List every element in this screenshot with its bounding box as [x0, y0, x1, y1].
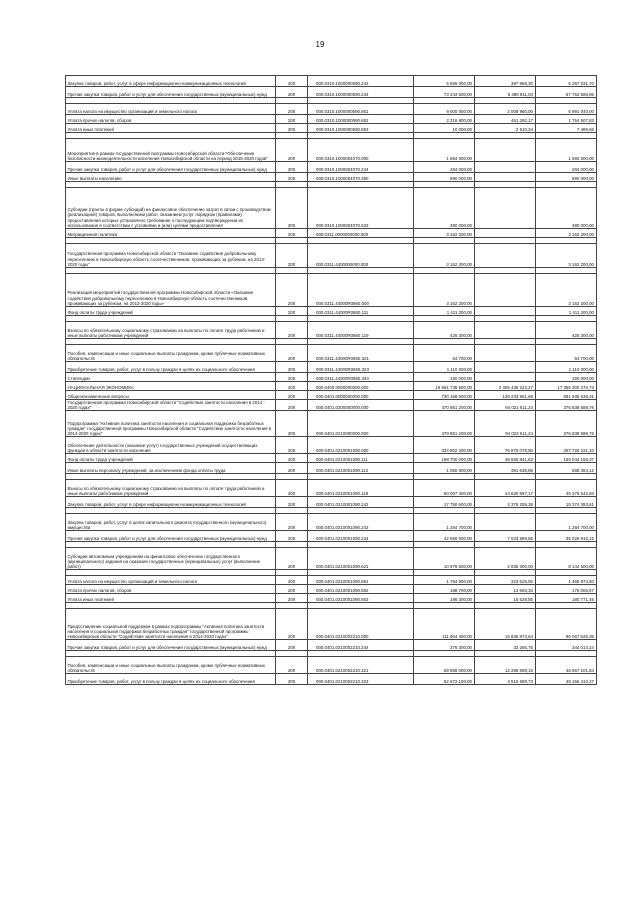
row-remaining: 658 364,12	[535, 463, 596, 474]
row-approved: 9 000 000,00	[413, 104, 474, 115]
row-name: Пособия, компенсации и иные социальные выплаты гражданам, кроме публичных нормативных обязательств	[66, 345, 276, 362]
row-admin-code: 200	[276, 576, 308, 585]
row-budget-code: 000.0310.1000000590.851	[308, 104, 414, 115]
row-budget-code: 000.0310.1000000590.244	[308, 87, 414, 98]
row-admin-code: 200	[276, 76, 308, 87]
row-approved: 73 243 500,00	[413, 87, 474, 98]
row-admin-code: 200	[276, 674, 308, 685]
table-row	[66, 307, 597, 316]
row-executed: 7 633 689,85	[474, 531, 535, 542]
row-approved: 111 904 400,00	[413, 609, 474, 640]
row-admin-code: 200	[276, 391, 308, 400]
row-budget-code: 000.0311.44000R0860.000	[308, 274, 414, 307]
table-row	[66, 657, 597, 674]
row-executed: 3 515 689,73	[474, 674, 535, 685]
row-approved: 1 411 200,00	[413, 307, 474, 316]
row-admin-code: 200	[276, 463, 308, 474]
table-row	[66, 274, 597, 307]
row-approved: 150 000,00	[413, 373, 474, 382]
row-name: Иные выплаты персоналу учреждений, за исключением фонда оплаты труда	[66, 463, 276, 474]
row-admin-code: 200	[276, 104, 308, 115]
row-executed: 32 285,76	[474, 640, 535, 651]
row-approved: 1 784 500,00	[413, 576, 474, 585]
row-approved: 1 050 000,00	[413, 463, 474, 474]
row-budget-code: 000.0311.44000R0860.321	[308, 345, 414, 362]
table-row	[66, 454, 597, 463]
row-remaining: 257 726 221,10	[535, 437, 596, 454]
row-budget-code: 000.0311.44000R0860.119	[308, 322, 414, 339]
row-admin-code: 200	[276, 345, 308, 362]
row-remaining: 426 300,00	[535, 322, 596, 339]
row-name: Государственная программа Новосибирской области "Содействие занятости населения в 2014 - 2020 годах"	[66, 400, 276, 411]
row-approved: 470 861 200,00	[413, 400, 474, 411]
row-budget-code: 000.0311.0000000000.000	[308, 229, 414, 238]
row-name: Прочая закупка товаров, работ и услуг для обеспечения государственных (муниципальных) нужд	[66, 640, 276, 651]
row-remaining: 46 567 101,84	[535, 657, 596, 674]
row-admin-code: 200	[276, 373, 308, 382]
row-budget-code: 000.0310.1000004070.633	[308, 188, 414, 229]
row-budget-code: 000.0401.0210001090.111	[308, 454, 414, 463]
row-admin-code: 200	[276, 454, 308, 463]
row-admin-code: 200	[276, 497, 308, 508]
row-remaining: 1 460 874,50	[535, 576, 596, 585]
row-name: Закупка товаров, работ, услуг в сфере информационно-коммуникационных технологий	[66, 497, 276, 508]
table-row	[66, 345, 597, 362]
row-remaining: 3 162 200,00	[535, 274, 596, 307]
row-executed: 15 528,55	[474, 594, 535, 603]
budget-table	[65, 75, 597, 685]
row-remaining: 180 771,45	[535, 594, 596, 603]
row-approved: 52 672 100,00	[413, 674, 474, 685]
row-budget-code: 000.0401.0210002210.000	[308, 609, 414, 640]
row-budget-code: 000.0311.4400000000.000	[308, 244, 414, 268]
row-executed: 323 625,50	[474, 576, 535, 585]
row-executed	[474, 229, 535, 238]
row-approved: 10 000,00	[413, 124, 474, 133]
table-row	[66, 674, 597, 685]
row-executed: 94 022 611,24	[474, 411, 535, 437]
row-name: Обеспечение деятельности (оказание услуг) государственных учреждений осуществляющих функции в области занятости населения	[66, 437, 276, 454]
row-name: Закупка товаров, работ, услуг в сфере информационно-коммуникационных технологий	[66, 76, 276, 87]
row-admin-code: 200	[276, 274, 308, 307]
row-name: Фонд оплаты труда учреждений	[66, 307, 276, 316]
row-name: Миграционная политика	[66, 229, 276, 238]
row-approved: 3 162 200,00	[413, 244, 474, 268]
row-executed	[474, 274, 535, 307]
row-executed	[474, 244, 535, 268]
page-number: 19	[315, 40, 325, 49]
row-budget-code: 000.0401.0210001090.000	[308, 437, 414, 454]
row-remaining: 1 411 200,00	[535, 307, 596, 316]
row-remaining: 150 044 158,37	[535, 454, 596, 463]
row-remaining: 15 374 393,61	[535, 497, 596, 508]
row-budget-code: 000.0401.0210001090.112	[308, 463, 414, 474]
row-admin-code: 200	[276, 609, 308, 640]
row-name: Приобретение товаров, работ, услуг в пользу граждан в целях их социального обеспечения	[66, 362, 276, 373]
table-row	[66, 244, 597, 268]
row-budget-code: 000.0311.44000R0860.340	[308, 373, 414, 382]
row-approved: 60 007 400,00	[413, 480, 474, 497]
row-remaining: 5 257 031,70	[535, 76, 596, 87]
row-executed: 138 233 961,69	[474, 391, 535, 400]
row-budget-code: 000.0401.0210001090.853	[308, 594, 414, 603]
row-admin-code: 200	[276, 514, 308, 531]
row-name: Иные выплаты населению	[66, 173, 276, 182]
row-executed: 391 635,88	[474, 463, 535, 474]
row-admin-code: 200	[276, 437, 308, 454]
row-approved: 730 169 600,00	[413, 391, 474, 400]
row-approved: 3 162 200,00	[413, 229, 474, 238]
table-row	[66, 548, 597, 570]
row-approved: 5 655 000,00	[413, 76, 474, 87]
row-name: Приобретение товаров, работ, услуг в пользу граждан в целях их социального обеспечения	[66, 674, 276, 685]
row-budget-code: 000.0401.0210001090.119	[308, 480, 414, 497]
row-approved: 196 300,00	[413, 594, 474, 603]
table-row	[66, 400, 597, 411]
row-budget-code: 000.0310.1000000590.242	[308, 76, 414, 87]
row-admin-code: 200	[276, 480, 308, 497]
row-name: Прочая закупка товаров, работ и услуг для обеспечения государственных (муниципальных) нужд	[66, 87, 276, 98]
table-row	[66, 162, 597, 173]
row-approved: 2 216 800,00	[413, 115, 474, 124]
row-executed	[474, 307, 535, 316]
row-admin-code: 200	[276, 244, 308, 268]
row-remaining: 3 162 200,00	[535, 229, 596, 238]
row-approved: 3 162 200,00	[413, 274, 474, 307]
row-admin-code: 200	[276, 640, 308, 651]
row-remaining: 7 489,66	[535, 124, 596, 133]
table-row	[66, 514, 597, 531]
row-executed: 94 022 611,24	[474, 400, 535, 411]
row-budget-code: 000.0310.1000000590.852	[308, 115, 414, 124]
table-row	[66, 531, 597, 542]
row-remaining: 96 067 526,36	[535, 609, 596, 640]
row-approved: 188 700,00	[413, 585, 474, 594]
row-remaining: 1 284 700,00	[535, 514, 596, 531]
row-admin-code: 200	[276, 585, 308, 594]
row-remaining: 376 838 588,76	[535, 411, 596, 437]
row-admin-code: 200	[276, 531, 308, 542]
row-executed: 76 876 078,90	[474, 437, 535, 454]
table-row	[66, 104, 597, 115]
row-approved: 10 979 500,00	[413, 548, 474, 570]
table-row	[66, 229, 597, 238]
row-executed: 5 489 911,04	[474, 87, 535, 98]
row-name: Реализация мероприятий государственной программы Новосибирской области «Оказание содействия добровольному переселению в Новосибирскую область соотечественников, проживающих за рубежом, на 2013-2020 годы»	[66, 274, 276, 307]
row-budget-code: 000.0311.44000R0860.323	[308, 362, 414, 373]
table-row	[66, 139, 597, 162]
row-approved: 890 000,00	[413, 173, 474, 182]
row-name: Фонд оплаты труда учреждений	[66, 454, 276, 463]
row-executed: 48 655 841,63	[474, 454, 535, 463]
row-executed: 2 008 960,00	[474, 104, 535, 115]
row-remaining: 1 110 000,00	[535, 362, 596, 373]
row-admin-code: 200	[276, 87, 308, 98]
row-budget-code: 000.0401.0210002210.321	[308, 657, 414, 674]
row-approved: 17 750 600,00	[413, 497, 474, 508]
row-name: Предоставление социальной поддержки в рамках подпрограммы "Активная политика занятости населения и социальная поддержка безработных граждан" государственной программы Новосибирской области "Содействие занятости населения в 2014-2020 годах"	[66, 609, 276, 640]
row-approved: 470 861 200,00	[413, 411, 474, 437]
row-name: Взносы по обязательному социальному страхованию на выплаты по оплате труда работников и иные выплаты работникам учреждений	[66, 480, 276, 497]
row-remaining: 344 014,24	[535, 640, 596, 651]
row-name: Стипендии	[66, 373, 276, 382]
table-row	[66, 382, 597, 391]
table-row	[66, 87, 597, 98]
row-name: Уплата иных платежей	[66, 124, 276, 133]
table-row	[66, 480, 597, 497]
row-remaining: 1 684 000,00	[535, 139, 596, 162]
row-approved: 42 660 600,00	[413, 531, 474, 542]
row-executed	[474, 362, 535, 373]
row-budget-code: 000.0401.0210002210.244	[308, 640, 414, 651]
row-remaining: 376 838 588,76	[535, 400, 596, 411]
row-executed: 2 835 000,00	[474, 548, 535, 570]
row-admin-code: 200	[276, 307, 308, 316]
row-executed: 2 305 435 223,27	[474, 382, 535, 391]
row-budget-code: 000.0310.1000000590.853	[308, 124, 414, 133]
row-approved: 198 700 000,00	[413, 454, 474, 463]
table-row	[66, 322, 597, 339]
row-approved: 284 000,00	[413, 162, 474, 173]
row-executed	[474, 162, 535, 173]
row-executed: 15 836 873,64	[474, 609, 535, 640]
table-row	[66, 391, 597, 400]
row-admin-code: 200	[276, 382, 308, 391]
row-name: Прочая закупка товаров, работ и услуг для обеспечения государственных (муниципальных) нужд	[66, 531, 276, 542]
table-row	[66, 640, 597, 651]
row-approved: 1 110 000,00	[413, 362, 474, 373]
row-budget-code: 000.0400.0000000000.000	[308, 382, 414, 391]
table-row	[66, 362, 597, 373]
table-row	[66, 437, 597, 454]
row-remaining: 1 754 507,83	[535, 115, 596, 124]
row-admin-code: 200	[276, 173, 308, 182]
row-approved: 1 684 000,00	[413, 139, 474, 162]
row-admin-code: 200	[276, 229, 308, 238]
row-admin-code: 200	[276, 139, 308, 162]
table-row	[66, 609, 597, 640]
table-row	[66, 497, 597, 508]
row-remaining: 150 000,00	[535, 373, 596, 382]
row-approved: 426 300,00	[413, 322, 474, 339]
row-budget-code: 000.0401.0210001090.621	[308, 548, 414, 570]
table-row	[66, 124, 597, 133]
row-budget-code: 000.0401.0210000000.000	[308, 411, 414, 437]
row-approved: 334 802 300,00	[413, 437, 474, 454]
row-budget-code: 000.0401.0210001090.852	[308, 585, 414, 594]
row-admin-code: 200	[276, 322, 308, 339]
table-row	[66, 373, 597, 382]
row-admin-code: 200	[276, 400, 308, 411]
row-admin-code: 200	[276, 362, 308, 373]
row-remaining: 890 000,00	[535, 173, 596, 182]
row-remaining: 591 935 638,31	[535, 391, 596, 400]
row-budget-code: 000.0310.1000004070.360	[308, 173, 414, 182]
row-remaining: 49 156 410,27	[535, 674, 596, 685]
row-name: Уплата налога на имущество организаций и земельного налога	[66, 104, 276, 115]
row-executed	[474, 514, 535, 531]
row-remaining: 17 356 300 276,73	[535, 382, 596, 391]
row-executed: 2 376 206,39	[474, 497, 535, 508]
row-remaining: 35 026 910,15	[535, 531, 596, 542]
row-executed	[474, 188, 535, 229]
row-executed	[474, 345, 535, 362]
row-name: Общеэкономические вопросы	[66, 391, 276, 400]
row-admin-code: 200	[276, 188, 308, 229]
row-executed	[474, 139, 535, 162]
row-remaining: 8 144 500,00	[535, 548, 596, 570]
row-remaining: 6 991 040,00	[535, 104, 596, 115]
budget-table-body	[66, 76, 597, 685]
row-budget-code: 000.0401.0210002210.323	[308, 674, 414, 685]
row-budget-code: 000.0310.1000004070.244	[308, 162, 414, 173]
row-executed: 397 968,30	[474, 76, 535, 87]
row-name: Пособия, компенсации и иные социальные выплаты гражданам, кроме публичных нормативных обязательств	[66, 657, 276, 674]
row-approved: 19 661 735 500,00	[413, 382, 474, 391]
row-budget-code: 000.0401.0000000000.000	[308, 391, 414, 400]
table-row	[66, 115, 597, 124]
row-name: Субсидии (гранты в форме субсидий) на финансовое обеспечение затрат в связи с производством (реализацией) товаров, выполнением работ, оказанием услуг, порядком (правилами) предоставления которых установлено требование о последующем подтверждении их использования в соответствии с условиями и (или) целями предоставления	[66, 188, 276, 229]
row-executed: 13 693,33	[474, 585, 535, 594]
table-row	[66, 576, 597, 585]
row-executed: 461 292,17	[474, 115, 535, 124]
row-budget-code: 000.0401.0210001090.244	[308, 531, 414, 542]
table-row	[66, 594, 597, 603]
row-remaining: 3 162 200,00	[535, 244, 596, 268]
table-row	[66, 173, 597, 182]
row-budget-code: 000.0401.0210001090.242	[308, 497, 414, 508]
row-name: Мероприятия в рамках государственной программы Новосибирской области "Обеспечение безопасности жизнедеятельности населения Новосибирской области на период 2015-2020 годов"	[66, 139, 276, 162]
row-executed	[474, 322, 535, 339]
row-remaining: 175 006,67	[535, 585, 596, 594]
row-approved: 1 284 700,00	[413, 514, 474, 531]
row-remaining: 45 376 542,83	[535, 480, 596, 497]
row-executed: 12 288 898,16	[474, 657, 535, 674]
row-remaining: 64 700,00	[535, 345, 596, 362]
row-admin-code: 200	[276, 411, 308, 437]
row-admin-code: 200	[276, 115, 308, 124]
row-approved: 64 700,00	[413, 345, 474, 362]
row-name: Уплата прочих налогов, сборов	[66, 115, 276, 124]
row-name: НАЦИОНАЛЬНАЯ ЭКОНОМИКА	[66, 382, 276, 391]
row-admin-code: 200	[276, 162, 308, 173]
table-row	[66, 585, 597, 594]
row-approved: 380 000,00	[413, 188, 474, 229]
row-name: Субсидии автономным учреждениям на финансовое обеспечение государственного (муниципального) задания на оказание государственных (муниципальных) услуг (выполнение работ)	[66, 548, 276, 570]
row-budget-code: 000.0401.0210001090.851	[308, 576, 414, 585]
row-name: Подпрограмма "Активная политика занятости населения и социальная поддержка безработных граждан" государственной программы Новосибирской области "Содействие занятости населения в 2014-2020 годах"	[66, 411, 276, 437]
row-budget-code: 000.0401.0200000000.000	[308, 400, 414, 411]
row-name: Уплата прочих налогов, сборов	[66, 585, 276, 594]
row-name: Уплата иных платежей	[66, 594, 276, 603]
table-row	[66, 411, 597, 437]
row-executed	[474, 373, 535, 382]
row-executed	[474, 173, 535, 182]
row-approved: 58 856 000,00	[413, 657, 474, 674]
row-name: Прочая закупка товаров, работ и услуг для обеспечения государственных (муниципальных) нужд	[66, 162, 276, 173]
row-name: Взносы по обязательному социальному страхованию на выплаты по оплате труда работников и иные выплаты работникам учреждений	[66, 322, 276, 339]
row-executed: 14 630 857,17	[474, 480, 535, 497]
row-admin-code: 200	[276, 657, 308, 674]
table-row	[66, 76, 597, 87]
row-admin-code: 200	[276, 124, 308, 133]
row-budget-code: 000.0311.44000R0860.111	[308, 307, 414, 316]
row-admin-code: 200	[276, 594, 308, 603]
row-budget-code: 000.0401.0210001090.243	[308, 514, 414, 531]
row-name: Государственная программа Новосибирской области "Оказание содействия добровольному переселению в Новосибирскую область соотечественников, проживающих за рубежом, на 2013-2020 годы"	[66, 244, 276, 268]
row-name: Закупка товаров, работ, услуг в целях капитального ремонта государственного (муниципального) имущества	[66, 514, 276, 531]
row-remaining: 380 000,00	[535, 188, 596, 229]
row-executed: 2 510,34	[474, 124, 535, 133]
row-remaining: 67 753 588,96	[535, 87, 596, 98]
row-budget-code: 000.0310.1000004070.000	[308, 139, 414, 162]
table-row	[66, 463, 597, 474]
row-approved: 376 300,00	[413, 640, 474, 651]
row-remaining: 284 000,00	[535, 162, 596, 173]
row-name: Уплата налога на имущество организаций и земельного налога	[66, 576, 276, 585]
table-row	[66, 188, 597, 229]
row-admin-code: 200	[276, 548, 308, 570]
